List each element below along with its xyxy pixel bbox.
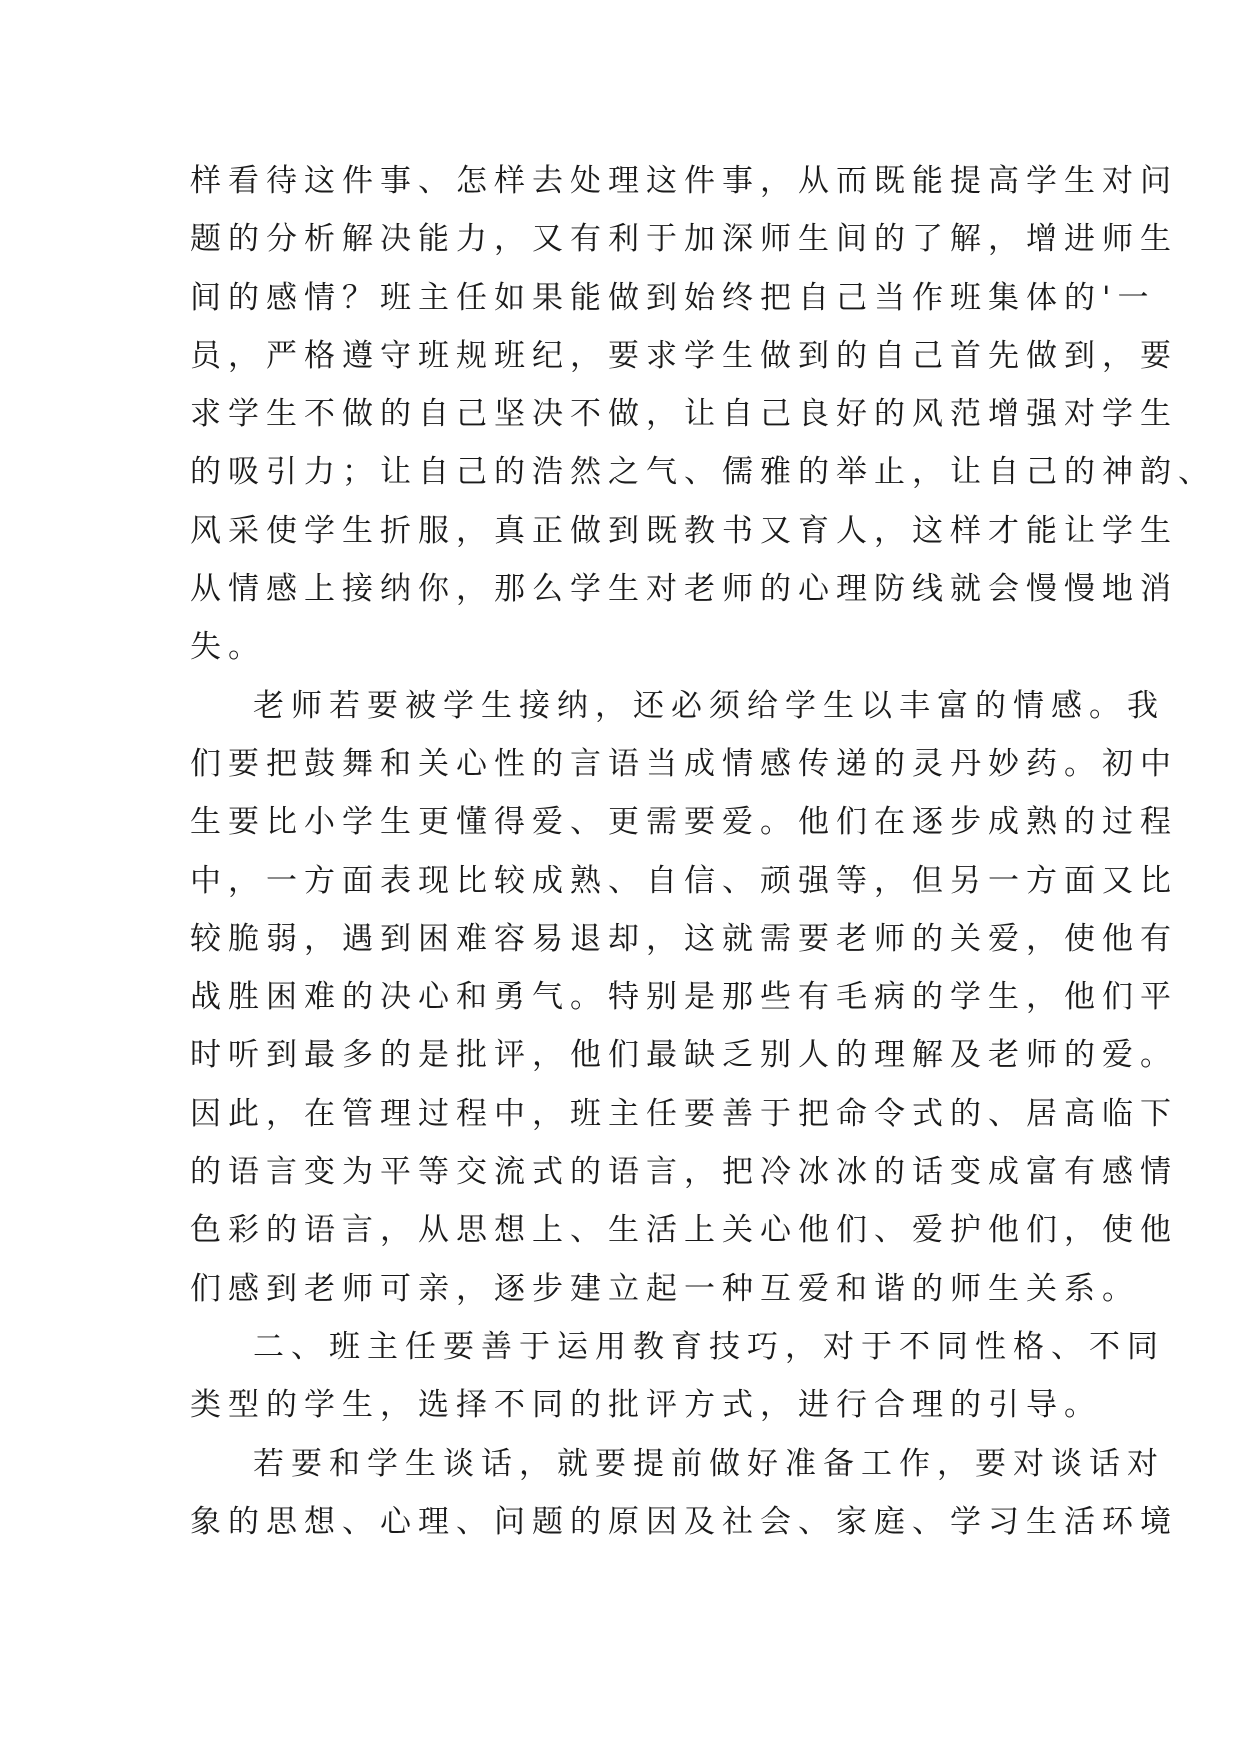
paragraph-start-line: 二、班主任要善于运用教育技巧，对于不同性格、不同 (253, 1328, 1165, 1365)
text-line: 时听到最多的是批评，他们最缺乏别人的理解及老师的爱。 (190, 1037, 1178, 1074)
text-line: 题的分析解决能力，又有利于加深师生间的了解，增进师生 (190, 221, 1178, 258)
text-line: 因此，在管理过程中，班主任要善于把命令式的、居高临下 (190, 1095, 1178, 1132)
text-line: 战胜困难的决心和勇气。特别是那些有毛病的学生，他们平 (190, 979, 1178, 1016)
text-line: 从情感上接纳你，那么学生对老师的心理防线就会慢慢地消 (190, 571, 1178, 608)
text-line: 较脆弱，遇到困难容易退却，这就需要老师的关爱，使他有 (190, 920, 1178, 957)
text-line: 的吸引力；让自己的浩然之气、儒雅的举止，让自己的神韵、 (190, 454, 1216, 491)
text-line: 色彩的语言，从思想上、生活上关心他们、爱护他们，使他 (190, 1212, 1178, 1249)
text-line: 的语言变为平等交流式的语言，把冷冰冰的话变成富有感情 (190, 1154, 1178, 1191)
text-line: 员，严格遵守班规班纪，要求学生做到的自己首先做到，要 (190, 337, 1178, 374)
text-line: 们要把鼓舞和关心性的言语当成情感传递的灵丹妙药。初中 (190, 745, 1178, 782)
text-line: 求学生不做的自己坚决不做，让自己良好的风范增强对学生 (190, 396, 1178, 433)
text-line: 类型的学生，选择不同的批评方式，进行合理的引导。 (190, 1387, 1102, 1424)
text-line: 中，一方面表现比较成熟、自信、顽强等，但另一方面又比 (190, 862, 1178, 899)
text-line: 生要比小学生更懂得爱、更需要爱。他们在逐步成熟的过程 (190, 804, 1178, 841)
text-line: 失。 (190, 629, 266, 666)
text-line: 们感到老师可亲，逐步建立起一种互爱和谐的师生关系。 (190, 1270, 1140, 1307)
text-line: 风采使学生折服，真正做到既教书又育人，这样才能让学生 (190, 512, 1178, 549)
body-text (190, 152, 1216, 1551)
text-line: 样看待这件事、怎样去处理这件事，从而既能提高学生对问 (190, 163, 1178, 199)
text-line: 间的感情？班主任如果能做到始终把自己当作班集体的'一 (190, 279, 1156, 316)
paragraph-start-line: 若要和学生谈话，就要提前做好准备工作，要对谈话对 (253, 1445, 1165, 1482)
paragraph-start-line: 老师若要被学生接纳，还必须给学生以丰富的情感。我 (253, 687, 1165, 724)
text-line: 象的思想、心理、问题的原因及社会、家庭、学习生活环境 (190, 1503, 1178, 1540)
